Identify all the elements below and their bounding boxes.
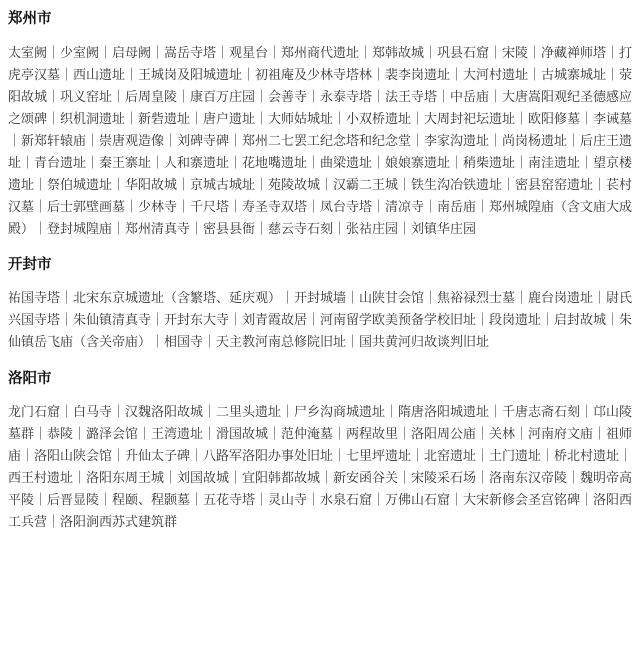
section-zhengzhou — [8, 9, 634, 241]
section-list-luoyang: 龙门石窟｜白马寺｜汉魏洛阳故城｜二里头遗址｜尸乡沟商城遗址｜隋唐洛阳城遗址｜千唐志斋石刻｜邙山陵墓群｜恭陵｜潞泽会馆｜王湾遗址｜滑国故城｜范仲淹墓｜两程故里｜洛阳周公庙｜关林｜河南府文庙｜祖师庙｜洛阳山陕会馆｜升仙太子碑｜八路军洛阳办事处旧址｜七里坪遗址｜北窑遗址｜土门遗址｜桥北村遗址｜西王村遗址｜洛阳东周王城｜刘国故城｜宜阳韩都故城｜新安函谷关｜宋陵采石场｜洛南东汉帝陵｜魏明帝高平陵｜后晋显陵｜程颐、程颢墓｜五花寺塔｜灵山寺｜水泉石窟｜万佛山石窟｜大宋新修会圣宫铭碑｜洛阳西工兵营｜洛阳涧西苏式建筑群 — [8, 405, 633, 530]
section-kaifeng — [8, 255, 634, 354]
section-title-luoyang: 洛阳市 — [8, 371, 52, 387]
section-title-kaifeng: 开封市 — [8, 257, 52, 273]
section-title-zhengzhou: 郑州市 — [8, 11, 52, 27]
section-list-kaifeng: 祐国寺塔｜北宋东京城遗址（含繁塔、延庆观）｜开封城墙｜山陕甘会馆｜焦裕禄烈士墓｜鹿台岗遗址｜尉氏兴国寺塔｜朱仙镇清真寺｜开封东大寺｜刘青霞故居｜河南留学欧美预备学校旧址｜段岗遗址｜启封故城｜朱仙镇岳飞庙（含关帝庙）｜相国寺｜天主教河南总修院旧址｜国共黄河归故谈判旧址 — [8, 291, 633, 350]
section-list-zhengzhou: 太室阙｜少室阙｜启母阙｜嵩岳寺塔｜观星台｜郑州商代遗址｜郑韩故城｜巩县石窟｜宋陵｜净藏禅师塔｜打虎亭汉墓｜西山遗址｜王城岗及阳城遗址｜初祖庵及少林寺塔林｜裴李岗遗址｜大河村遗址｜古城寨城址｜荥阳故城｜巩义窑址｜后周皇陵｜康百万庄园｜会善寺｜永泰寺塔｜法王寺塔｜中岳庙｜大唐嵩阳观纪圣德感应之颂碑｜织机洞遗址｜新砦遗址｜唐户遗址｜大师姑城址｜小双桥遗址｜大周封祀坛遗址｜欧阳修墓｜李诫墓｜新郑轩辕庙｜崇唐观造像｜刘碑寺碑｜郑州二七罢工纪念塔和纪念堂｜李家沟遗址｜尚岗杨遗址｜后庄王遗址｜青台遗址｜秦王寨址｜人和寨遗址｜花地嘴遗址｜曲梁遗址｜娘娘寨遗址｜稍柴遗址｜南洼遗址｜望京楼遗址｜祭伯城遗址｜华阳故城｜京城古城址｜苑陵故城｜汉霸二王城｜铁生沟冶铁遗址｜密县窑窑遗址｜苌村汉墓｜后士郭壁画墓｜少林寺｜千尺塔｜寿圣寺双塔｜凤台寺塔｜清凉寺｜南岳庙｜郑州城隍庙（含文庙大成殿）｜登封城隍庙｜郑州清真寺｜密县县衙｜慈云寺石刻｜张祜庄园｜刘镇华庄园 — [8, 46, 633, 237]
section-luoyang — [8, 369, 634, 534]
